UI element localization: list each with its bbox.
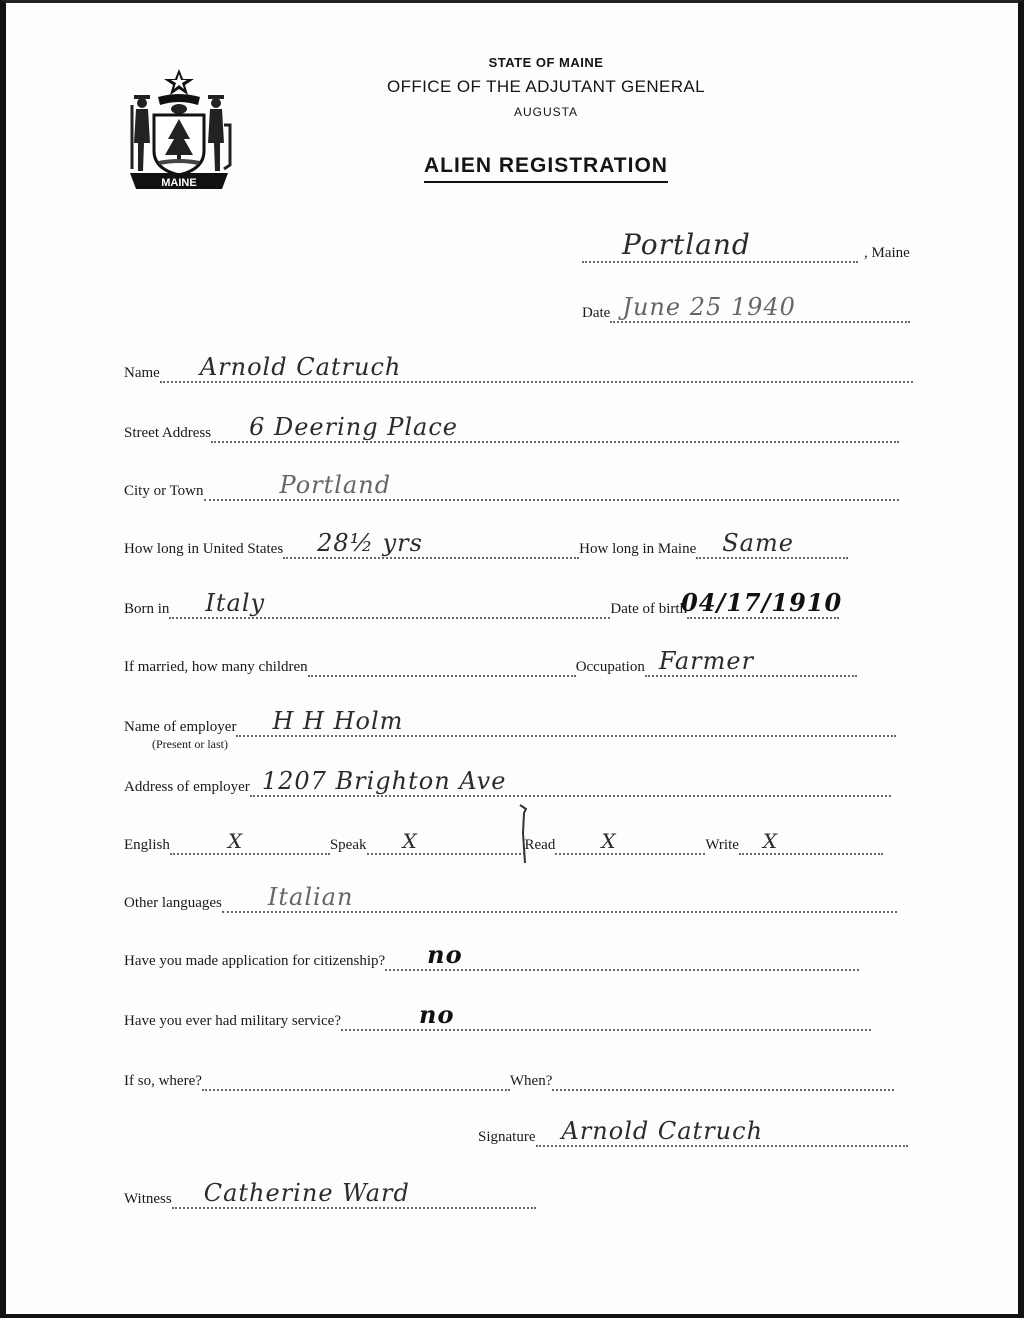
married-children-field[interactable] — [308, 655, 576, 677]
signature-label: Signature — [478, 1129, 536, 1145]
english-field[interactable] — [170, 829, 330, 855]
birth-row — [124, 588, 843, 619]
city-field[interactable] — [204, 471, 899, 501]
other-languages-field[interactable] — [222, 883, 897, 913]
signature-field[interactable] — [536, 1117, 908, 1147]
military-field[interactable] — [341, 1000, 871, 1031]
name-field[interactable] — [160, 353, 913, 383]
residence-row — [124, 529, 848, 559]
married-children-label: If married, how many children — [124, 659, 308, 675]
other-languages-label: Other languages — [124, 895, 222, 911]
place-field[interactable] — [582, 228, 858, 263]
occupation-value: Farmer — [658, 647, 755, 675]
date-value: June 25 1940 — [622, 293, 796, 321]
military-value: no — [419, 1000, 455, 1029]
citizenship-row — [124, 940, 859, 971]
city-label: City or Town — [124, 483, 204, 499]
read-label: Read — [524, 837, 556, 853]
write-label: Write — [705, 837, 739, 853]
city-heading: AUGUSTA — [513, 105, 579, 119]
signature-row — [478, 1117, 908, 1147]
date-row — [582, 293, 910, 323]
state-heading: STATE OF MAINE — [488, 55, 604, 70]
date-of-birth-value: 04/17/1910 — [681, 588, 843, 617]
born-in-label: Born in — [124, 601, 170, 617]
employer-address-row — [124, 767, 891, 797]
name-label: Name — [124, 365, 160, 381]
family-row — [124, 647, 857, 677]
employer-field[interactable] — [236, 707, 896, 737]
born-in-value: Italy — [205, 589, 266, 617]
signature-value: Arnold Catruch — [561, 1117, 764, 1145]
occupation-label: Occupation — [575, 659, 645, 675]
office-heading: OFFICE OF THE ADJUTANT GENERAL — [386, 77, 706, 96]
witness-field[interactable] — [172, 1179, 536, 1209]
street-row — [124, 413, 899, 443]
service-detail-row — [124, 1067, 894, 1091]
military-row — [124, 1000, 871, 1031]
speak-field[interactable] — [367, 829, 525, 855]
how-long-maine-field[interactable] — [696, 529, 848, 559]
write-field[interactable] — [739, 829, 883, 855]
military-label: Have you ever had military service? — [124, 1013, 341, 1029]
date-field[interactable] — [610, 293, 910, 323]
when-field[interactable] — [552, 1069, 894, 1091]
born-in-field[interactable] — [169, 589, 610, 619]
city-value: Portland — [279, 471, 392, 499]
name-row — [124, 353, 913, 383]
place-suffix: , Maine — [864, 245, 910, 261]
read-field[interactable] — [555, 829, 705, 855]
occupation-field[interactable] — [645, 647, 857, 677]
employer-row — [124, 707, 896, 737]
employer-address-field[interactable] — [250, 767, 891, 797]
street-field[interactable] — [211, 413, 899, 443]
date-of-birth-field[interactable] — [681, 588, 843, 619]
employer-label: Name of employer — [124, 719, 237, 735]
place-value: Portland — [622, 228, 751, 261]
where-label: If so, where? — [124, 1073, 202, 1089]
employer-value: H H Holm — [272, 707, 404, 735]
speak-label: Speak — [329, 837, 367, 853]
other-languages-value: Italian — [267, 883, 354, 911]
witness-value: Catherine Ward — [203, 1179, 410, 1207]
street-label: Street Address — [124, 425, 212, 441]
city-row — [124, 471, 899, 501]
witness-label: Witness — [124, 1191, 172, 1207]
how-long-us-value: 28½ yrs — [317, 529, 423, 557]
employer-address-value: 1207 Brighton Ave — [261, 767, 507, 795]
place-row — [582, 228, 910, 263]
english-value: X — [227, 829, 244, 853]
date-of-birth-label: Date of birth — [610, 601, 688, 617]
speak-value: X — [402, 829, 418, 853]
other-languages-row — [124, 883, 897, 913]
write-value: X — [762, 829, 779, 853]
how-long-maine-value: Same — [722, 529, 794, 557]
citizenship-field[interactable] — [385, 940, 859, 971]
street-value: 6 Deering Place — [249, 413, 458, 441]
employer-sublabel: (Present or last) — [152, 737, 228, 751]
name-value: Arnold Catruch — [199, 353, 402, 381]
employer-address-label: Address of employer — [124, 779, 250, 795]
seal-banner-text: MAINE — [161, 177, 197, 189]
where-field[interactable] — [202, 1069, 510, 1091]
date-label: Date — [582, 305, 611, 321]
maine-state-seal — [124, 65, 234, 191]
when-label: When? — [509, 1073, 553, 1089]
how-long-us-field[interactable] — [283, 529, 579, 559]
english-label: English — [124, 837, 170, 853]
citizenship-value: no — [427, 940, 463, 969]
how-long-maine-label: How long in Maine — [579, 541, 697, 557]
form-title: ALIEN REGISTRATION — [306, 154, 786, 178]
witness-row — [124, 1179, 536, 1209]
read-value: X — [601, 829, 617, 853]
language-skills-row — [124, 831, 883, 855]
ink-mark — [518, 803, 528, 865]
citizenship-label: Have you made application for citizenship? — [124, 953, 386, 969]
how-long-us-label: How long in United States — [124, 541, 284, 557]
